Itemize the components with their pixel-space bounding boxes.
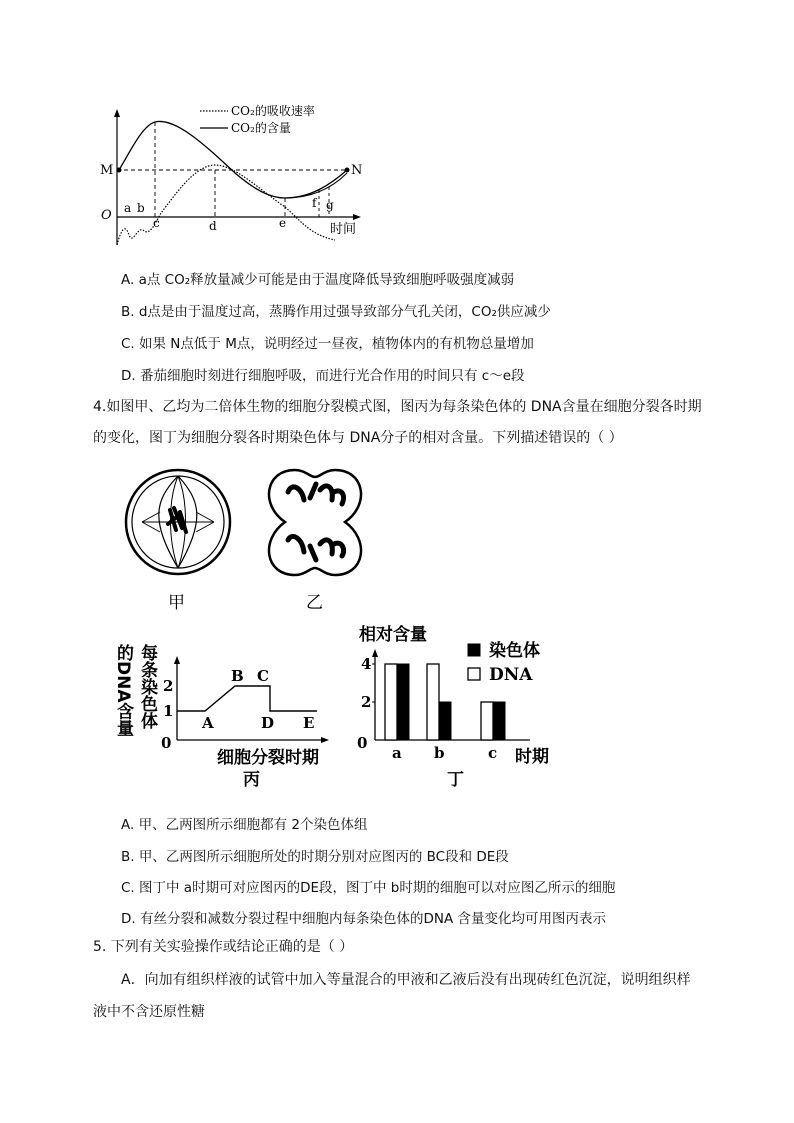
ding-caption: 丁 bbox=[447, 770, 464, 790]
legend-dna: DNA bbox=[489, 665, 533, 685]
bing-xlabel: 细胞分裂时期 bbox=[217, 748, 319, 768]
bing-tick-1: 1 bbox=[163, 702, 174, 720]
label-N: N bbox=[351, 163, 363, 178]
ding-category-c: c bbox=[488, 744, 498, 762]
legend-swatch-chromosome bbox=[468, 644, 480, 656]
bar-dna-a bbox=[385, 664, 397, 740]
ding-ytick: 4 bbox=[361, 655, 372, 673]
label-d: d bbox=[209, 219, 217, 233]
co2-graph bbox=[95, 95, 375, 255]
q4-option-c: C. 图丁中 a时期可对应图丙的DE段，图丁中 b时期的细胞可以对应图乙所示的细胞 bbox=[121, 880, 616, 896]
label-O: O bbox=[101, 208, 112, 223]
q5-stem: 5. 下列有关实验操作或结论正确的是（ ） bbox=[93, 939, 354, 955]
label-f: f bbox=[312, 196, 317, 210]
label-c: c bbox=[153, 216, 160, 230]
bing-tick-2: 2 bbox=[163, 677, 174, 695]
label-g: g bbox=[326, 198, 334, 212]
bing-point-C: C bbox=[257, 667, 269, 685]
label-M: M bbox=[100, 163, 114, 178]
bing-caption: 丙 bbox=[243, 770, 260, 790]
ding-category-b: b bbox=[434, 744, 445, 762]
label-a: a bbox=[124, 201, 132, 215]
ding-title: 相对含量 bbox=[359, 625, 427, 645]
q5-option-a-line1: A．向加有组织样液的试管中加入等量混合的甲液和乙液后没有出现砖红色沉淀，说明组织样 bbox=[121, 972, 691, 988]
bar-dna-c bbox=[481, 702, 493, 740]
label-b: b bbox=[137, 201, 145, 215]
q3-option-b: B. d点是由于温度过高，蒸腾作用过强导致部分气孔关闭，CO₂供应减少 bbox=[121, 304, 551, 320]
legend-content: CO₂的含量 bbox=[231, 121, 291, 135]
bar-chromosome-a bbox=[397, 664, 409, 740]
ding-xlabel: 时期 bbox=[515, 747, 549, 767]
q4-option-b: B. 甲、乙两图所示细胞所处的时期分别对应图丙的 BC段和 DE段 bbox=[121, 849, 509, 865]
x-axis-label: 时间 bbox=[330, 222, 357, 237]
bing-point-A: A bbox=[202, 714, 214, 732]
legend-chromosome: 染色体 bbox=[489, 641, 540, 661]
cell-yi-label: 乙 bbox=[306, 593, 323, 613]
bar-dna-b bbox=[427, 664, 439, 740]
q4-option-d: D. 有丝分裂和减数分裂过程中细胞内每条染色体的DNA 含量变化均可用图丙表示 bbox=[121, 911, 606, 927]
bar-chromosome-c bbox=[493, 702, 505, 740]
bar-chromosome-b bbox=[439, 702, 451, 740]
q3-option-c: C. 如果 N点低于 M点，说明经过一昼夜，植物体内的有机物总量增加 bbox=[121, 336, 534, 352]
bing-point-D: D bbox=[261, 714, 275, 732]
q3-option-a: A. a点 CO₂释放量减少可能是由于温度降低导致细胞呼吸强度减弱 bbox=[121, 272, 515, 288]
q4-option-a: A. 甲、乙两图所示细胞都有 2个染色体组 bbox=[121, 817, 368, 833]
q4-stem-line2: 的变化，图丁为细胞分裂各时期染色体与 DNA分子的相对含量。下列描述错误的（ ） bbox=[93, 430, 623, 446]
chart-bing bbox=[105, 636, 355, 791]
bing-point-B: B bbox=[231, 667, 244, 685]
bing-point-E: E bbox=[303, 714, 315, 732]
ding-category-a: a bbox=[392, 744, 402, 762]
ding-ytick: 0 bbox=[357, 734, 368, 752]
q3-option-d: D. 番茄细胞时刻进行细胞呼吸，而进行光合作用的时间只有 c～e段 bbox=[121, 368, 525, 384]
q4-stem-line1: 4.如图甲、乙均为二倍体生物的细胞分裂模式图，图丙为每条染色体的 DNA含量在细胞分裂各时期 bbox=[93, 399, 702, 415]
bing-ylabel-col1: 的DNA含量 bbox=[113, 644, 133, 737]
legend-absorption: CO₂的吸收速率 bbox=[231, 104, 315, 118]
cell-jia-label: 甲 bbox=[168, 593, 185, 613]
q5-option-a-line2: 液中不含还原性糖 bbox=[93, 1004, 205, 1020]
ding-ytick: 2 bbox=[361, 693, 372, 711]
bing-ylabel-col2: 每条染色体 bbox=[137, 644, 157, 729]
cell-diagrams bbox=[120, 460, 380, 620]
bing-origin: 0 bbox=[161, 734, 172, 752]
label-e: e bbox=[279, 216, 287, 230]
legend-swatch-dna bbox=[468, 668, 480, 680]
chart-ding bbox=[355, 620, 595, 792]
